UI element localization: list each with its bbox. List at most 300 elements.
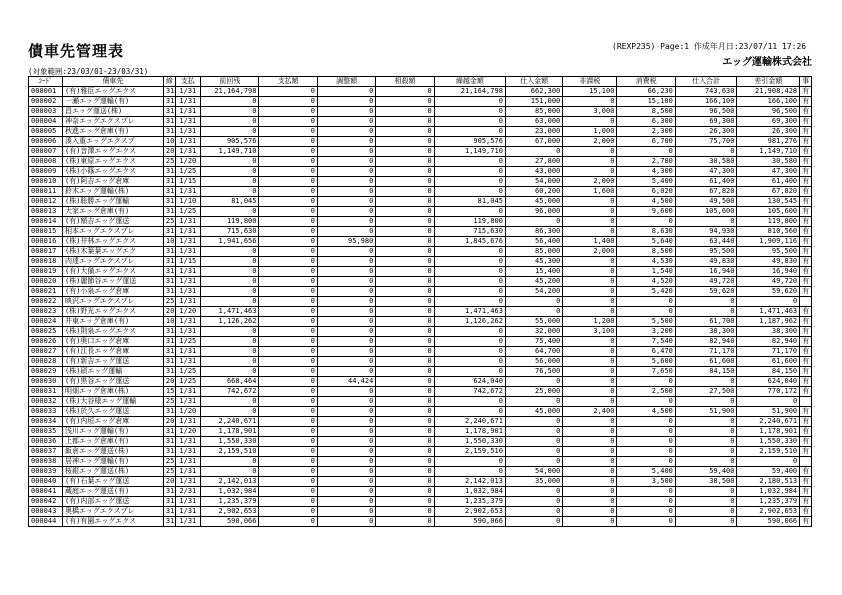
table-cell: 71,170 — [675, 347, 737, 357]
table-cell: 25 — [163, 157, 175, 167]
table-cell: 0 — [563, 147, 617, 157]
table-cell: 1/31 — [175, 247, 200, 257]
table-cell: 000043 — [29, 507, 63, 517]
table-cell: 49,500 — [675, 197, 737, 207]
table-cell: 0 — [434, 277, 505, 287]
table-row — [29, 257, 812, 267]
table-cell: 59,400 — [737, 467, 800, 477]
table-cell: 一瀬エッグ運輸(有) — [62, 97, 163, 107]
table-cell: 7,540 — [617, 337, 675, 347]
table-cell: 有 — [800, 157, 812, 167]
table-cell: 1,178,901 — [201, 427, 259, 437]
table-cell: 0 — [317, 137, 375, 147]
table-cell: 981,276 — [737, 137, 800, 147]
table-cell: 000003 — [29, 107, 63, 117]
table-cell: 000042 — [29, 497, 63, 507]
table-cell: 000038 — [29, 457, 63, 467]
table-cell: 20 — [163, 147, 175, 157]
table-cell: 85,000 — [505, 107, 562, 117]
table-cell: 0 — [617, 457, 675, 467]
table-cell: 151,000 — [505, 97, 562, 107]
table-cell: 0 — [376, 317, 434, 327]
table-cell: 000027 — [29, 347, 63, 357]
table-cell: 0 — [434, 327, 505, 337]
table-cell: 25 — [163, 217, 175, 227]
table-cell: 1,550,330 — [737, 437, 800, 447]
table-cell: 0 — [201, 127, 259, 137]
table-cell: 0 — [563, 497, 617, 507]
table-cell: 0 — [317, 217, 375, 227]
table-cell: 有 — [800, 237, 812, 247]
table-cell: 0 — [376, 287, 434, 297]
table-cell: 0 — [259, 277, 317, 287]
table-cell: 000002 — [29, 97, 63, 107]
table-cell: 0 — [259, 507, 317, 517]
table-cell: 61,600 — [737, 357, 800, 367]
table-cell: 000001 — [29, 87, 63, 97]
date-range: (対象範囲:23/03/01-23/03/31) — [28, 67, 149, 76]
table-cell: 31 — [163, 327, 175, 337]
table-cell: 30,580 — [737, 157, 800, 167]
table-cell: 0 — [563, 347, 617, 357]
table-cell: 38,300 — [737, 327, 800, 337]
table-cell: 0 — [259, 97, 317, 107]
table-row — [29, 487, 812, 497]
table-cell: 0 — [259, 187, 317, 197]
table-cell: 81,045 — [201, 197, 259, 207]
table-cell: 0 — [737, 457, 800, 467]
table-cell: 0 — [317, 307, 375, 317]
table-cell: 0 — [376, 207, 434, 217]
table-cell: 85,000 — [505, 247, 562, 257]
table-cell: 明畑エッグ倉庫(株) — [62, 387, 163, 397]
table-cell: 31 — [163, 277, 175, 287]
table-cell: 0 — [563, 427, 617, 437]
table-cell: 67,000 — [505, 137, 562, 147]
table-cell: 1/20 — [175, 157, 200, 167]
table-cell: 1,032,984 — [737, 487, 800, 497]
table-cell: 1/31 — [175, 277, 200, 287]
table-cell: 1/31 — [175, 217, 200, 227]
table-cell: 105,600 — [737, 207, 800, 217]
table-cell: 0 — [376, 457, 434, 467]
table-cell: 0 — [434, 187, 505, 197]
table-cell: 1/31 — [175, 497, 200, 507]
table-cell: 5,400 — [617, 177, 675, 187]
table-cell: 0 — [317, 117, 375, 127]
table-cell: 27,500 — [675, 387, 737, 397]
table-cell: 0 — [563, 197, 617, 207]
table-cell: 0 — [259, 437, 317, 447]
table-cell: 0 — [617, 377, 675, 387]
table-cell: 49,720 — [737, 277, 800, 287]
table-cell: 0 — [259, 307, 317, 317]
table-cell: 31 — [163, 497, 175, 507]
table-cell: 905,576 — [201, 137, 259, 147]
table-cell: 0 — [563, 487, 617, 497]
table-row — [29, 467, 812, 477]
table-cell: 000012 — [29, 197, 63, 207]
table-cell: 1,235,379 — [737, 497, 800, 507]
table-cell: 76,500 — [505, 367, 562, 377]
table-cell: 000017 — [29, 247, 63, 257]
table-cell: (株)井林エッグエクス — [62, 237, 163, 247]
table-row — [29, 387, 812, 397]
table-cell: 0 — [675, 507, 737, 517]
table-cell: 31 — [163, 347, 175, 357]
table-cell: 55,000 — [505, 317, 562, 327]
column-header: 仕入金額 — [505, 77, 562, 87]
table-cell: 0 — [434, 107, 505, 117]
table-cell: 0 — [201, 347, 259, 357]
table-cell: (有)大備エッグエクス — [62, 267, 163, 277]
table-cell: 25,000 — [505, 387, 562, 397]
table-cell: 有 — [800, 427, 812, 437]
table-cell: 0 — [376, 107, 434, 117]
table-cell: 5,600 — [617, 357, 675, 367]
table-cell: 1,178,901 — [434, 427, 505, 437]
table-cell: 59,620 — [675, 287, 737, 297]
table-cell: 45,000 — [505, 407, 562, 417]
table-cell: 0 — [563, 157, 617, 167]
table-cell: 0 — [259, 147, 317, 157]
table-cell: 0 — [317, 347, 375, 357]
table-cell: 000024 — [29, 317, 63, 327]
table-cell: 0 — [201, 257, 259, 267]
table-row — [29, 457, 812, 467]
table-cell: (株)則泉エッグエクス — [62, 327, 163, 337]
table-cell: 61,700 — [675, 317, 737, 327]
table-cell: 0 — [434, 337, 505, 347]
report-meta: (REXP235) Page:1 作成年月日:23/07/11 17:26 — [612, 42, 807, 51]
table-row — [29, 307, 812, 317]
table-cell: 有 — [800, 347, 812, 357]
table-cell: 31 — [163, 337, 175, 347]
table-cell: 0 — [434, 247, 505, 257]
table-cell: 井東エッグ倉庫(有) — [62, 317, 163, 327]
table-cell: 居神エッグ運輸(有) — [62, 457, 163, 467]
table-cell: 0 — [563, 387, 617, 397]
table-cell: 0 — [259, 517, 317, 527]
table-cell: 0 — [434, 367, 505, 377]
table-cell: 0 — [563, 217, 617, 227]
table-cell: 0 — [259, 337, 317, 347]
table-cell: 31 — [163, 247, 175, 257]
table-cell: 590,066 — [201, 517, 259, 527]
column-header: 調整額 — [317, 77, 375, 87]
table-cell: 0 — [317, 447, 375, 457]
table-cell: 1/31 — [175, 107, 200, 117]
table-cell: 1,149,710 — [201, 147, 259, 157]
table-cell: 有 — [800, 497, 812, 507]
table-row — [29, 267, 812, 277]
table-cell: 0 — [201, 467, 259, 477]
table-cell: 1/31 — [175, 517, 200, 527]
table-cell: 1,471,463 — [201, 307, 259, 317]
table-cell: 000034 — [29, 417, 63, 427]
table-cell: 905,576 — [434, 137, 505, 147]
table-cell: 0 — [317, 87, 375, 97]
table-cell: 0 — [201, 267, 259, 277]
table-cell: 15,400 — [505, 267, 562, 277]
table-cell: 0 — [317, 387, 375, 397]
table-cell: 0 — [376, 167, 434, 177]
table-cell: 20 — [163, 377, 175, 387]
table-cell: 湊入重エッグエクスプ — [62, 137, 163, 147]
table-cell: 0 — [617, 397, 675, 407]
table-cell: 000007 — [29, 147, 63, 157]
table-cell: 60,200 — [505, 187, 562, 197]
table-cell: 45,200 — [505, 277, 562, 287]
table-cell: 飯倉エッグ運送(株) — [62, 447, 163, 457]
table-cell: 32,000 — [505, 327, 562, 337]
table-cell: 49,830 — [675, 257, 737, 267]
table-cell: 0 — [259, 347, 317, 357]
table-cell: 63,440 — [675, 237, 737, 247]
table-cell: 0 — [434, 97, 505, 107]
table-row — [29, 227, 812, 237]
table-cell: 61,600 — [675, 357, 737, 367]
table-cell: 0 — [376, 267, 434, 277]
table-cell: 0 — [317, 487, 375, 497]
table-cell — [800, 297, 812, 307]
table-cell: 有 — [800, 267, 812, 277]
table-cell: 1,200 — [563, 317, 617, 327]
table-cell: 1/25 — [175, 167, 200, 177]
table-cell: 0 — [505, 397, 562, 407]
table-cell: 0 — [376, 427, 434, 437]
table-cell: 0 — [563, 117, 617, 127]
table-cell: 0 — [259, 497, 317, 507]
table-cell: 0 — [201, 207, 259, 217]
table-cell: 1/31 — [175, 287, 200, 297]
table-cell: 神奈エッグエクスプレ — [62, 117, 163, 127]
table-cell: 0 — [259, 447, 317, 457]
table-cell: 0 — [376, 487, 434, 497]
table-row — [29, 447, 812, 457]
table-cell: 000037 — [29, 447, 63, 457]
table-cell: 43,000 — [505, 167, 562, 177]
table-cell: 0 — [376, 157, 434, 167]
table-row — [29, 277, 812, 287]
table-cell: 3,100 — [563, 327, 617, 337]
table-row — [29, 157, 812, 167]
table-cell: (株)碩エッグ運輸 — [62, 367, 163, 377]
table-cell: (株)木葉葉エッグエク — [62, 247, 163, 257]
table-cell: 0 — [259, 87, 317, 97]
table-cell: 54,000 — [505, 467, 562, 477]
table-cell: 0 — [563, 417, 617, 427]
table-cell: 000015 — [29, 227, 63, 237]
table-cell: 4,300 — [617, 167, 675, 177]
table-cell: 20 — [163, 477, 175, 487]
table-cell: 0 — [259, 107, 317, 117]
table-cell: 0 — [201, 177, 259, 187]
table-row — [29, 87, 812, 97]
table-cell: 0 — [317, 267, 375, 277]
table-cell: 1,126,262 — [434, 317, 505, 327]
column-header: 非課税 — [563, 77, 617, 87]
table-cell: 0 — [259, 377, 317, 387]
table-cell: 0 — [201, 397, 259, 407]
table-cell: 742,672 — [434, 387, 505, 397]
table-cell: 0 — [376, 87, 434, 97]
table-cell: 119,800 — [434, 217, 505, 227]
table-row — [29, 137, 812, 147]
table-cell: 0 — [376, 307, 434, 317]
table-cell: 奥橋エッグエクスプレ — [62, 507, 163, 517]
table-cell: 0 — [317, 337, 375, 347]
table-cell: 000005 — [29, 127, 63, 137]
table-cell: 0 — [317, 147, 375, 157]
table-cell: 有 — [800, 107, 812, 117]
table-cell: 0 — [317, 327, 375, 337]
table-cell: 31 — [163, 407, 175, 417]
table-cell: 0 — [563, 257, 617, 267]
table-cell: 有 — [800, 357, 812, 367]
table-cell: 0 — [259, 197, 317, 207]
table-cell: 0 — [563, 267, 617, 277]
table-cell: 000028 — [29, 357, 63, 367]
table-cell: 0 — [675, 427, 737, 437]
table-row — [29, 297, 812, 307]
table-cell: 61,400 — [737, 177, 800, 187]
table-row — [29, 517, 812, 527]
table-cell: (有)内垣エッグ倉庫 — [62, 417, 163, 427]
table-row — [29, 207, 812, 217]
table-cell: 59,400 — [675, 467, 737, 477]
table-cell: 3,200 — [617, 327, 675, 337]
table-cell: 0 — [675, 217, 737, 227]
table-cell: 0 — [259, 157, 317, 167]
table-cell: 0 — [675, 497, 737, 507]
table-cell: 1,600 — [563, 187, 617, 197]
table-cell: 0 — [505, 147, 562, 157]
table-cell: (株)東原エッグエクス — [62, 157, 163, 167]
table-cell: 2,240,671 — [201, 417, 259, 427]
table-cell: 0 — [259, 417, 317, 427]
table-cell: 0 — [617, 507, 675, 517]
table-cell: 000022 — [29, 297, 63, 307]
table-cell: 95,980 — [317, 237, 375, 247]
table-cell: 1/31 — [175, 467, 200, 477]
table-cell: 0 — [563, 357, 617, 367]
table-row — [29, 357, 812, 367]
table-cell: 71,170 — [737, 347, 800, 357]
table-cell: 25 — [163, 467, 175, 477]
table-cell: 0 — [434, 157, 505, 167]
table-cell: 0 — [434, 357, 505, 367]
table-cell: 0 — [563, 207, 617, 217]
table-cell: 7,650 — [617, 367, 675, 377]
table-cell: 2,240,671 — [737, 417, 800, 427]
table-cell: 1/31 — [175, 227, 200, 237]
table-cell: 0 — [434, 127, 505, 137]
table-cell: (株)於久エッグ運送 — [62, 407, 163, 417]
table-cell: 0 — [376, 127, 434, 137]
table-cell: 1,471,463 — [737, 307, 800, 317]
table-cell: 0 — [376, 447, 434, 457]
table-cell: 000039 — [29, 467, 63, 477]
table-row — [29, 337, 812, 347]
table-cell: 1,845,676 — [434, 237, 505, 247]
table-cell: 1/31 — [175, 137, 200, 147]
table-cell: 0 — [675, 517, 737, 527]
table-cell: 0 — [259, 127, 317, 137]
table-cell: 75,700 — [675, 137, 737, 147]
table-cell: 0 — [317, 177, 375, 187]
table-cell: 0 — [434, 117, 505, 127]
table-cell: 67,820 — [675, 187, 737, 197]
table-cell: 0 — [317, 477, 375, 487]
table-cell: 0 — [434, 167, 505, 177]
table-cell: 0 — [737, 297, 800, 307]
table-cell: 21,164,798 — [434, 87, 505, 97]
table-cell: 有 — [800, 87, 812, 97]
table-cell: 有 — [800, 487, 812, 497]
table-cell: 0 — [259, 227, 317, 237]
table-row — [29, 377, 812, 387]
table-cell: 1/31 — [175, 267, 200, 277]
table-cell: 31 — [163, 187, 175, 197]
table-cell: 0 — [317, 207, 375, 217]
table-cell: 0 — [675, 297, 737, 307]
table-cell: 000020 — [29, 277, 63, 287]
table-cell: 0 — [617, 417, 675, 427]
table-cell: 0 — [201, 167, 259, 177]
table-cell: 0 — [201, 187, 259, 197]
table-cell: 0 — [505, 437, 562, 447]
table-cell: 0 — [201, 337, 259, 347]
table-cell: 0 — [317, 467, 375, 477]
table-cell: 0 — [505, 457, 562, 467]
column-header: 仕入合計 — [675, 77, 737, 87]
table-cell: 浅川エッグ運輸(有) — [62, 427, 163, 437]
table-cell: 31 — [163, 267, 175, 277]
table-cell: 0 — [434, 207, 505, 217]
table-cell: 有 — [800, 197, 812, 207]
table-cell: 0 — [617, 427, 675, 437]
table-cell: 有 — [800, 147, 812, 157]
table-cell: 21,908,428 — [737, 87, 800, 97]
table-cell: 000041 — [29, 487, 63, 497]
table-cell: 0 — [376, 117, 434, 127]
table-cell: 25 — [163, 397, 175, 407]
table-cell: 有 — [800, 477, 812, 487]
table-cell: 0 — [675, 307, 737, 317]
table-cell: 000025 — [29, 327, 63, 337]
table-cell: 2,780 — [617, 157, 675, 167]
table-cell: 有 — [800, 227, 812, 237]
table-cell: (有)黒谷エッグ運送 — [62, 377, 163, 387]
table-cell: 662,300 — [505, 87, 562, 97]
table-cell: 590,066 — [434, 517, 505, 527]
table-cell: 0 — [201, 407, 259, 417]
table-cell: 0 — [376, 187, 434, 197]
table-cell: 0 — [201, 327, 259, 337]
table-cell: 0 — [563, 397, 617, 407]
table-cell: 有 — [800, 407, 812, 417]
table-cell: 31 — [163, 437, 175, 447]
table-cell: (株)野光エッグエクス — [62, 307, 163, 317]
table-cell: 0 — [259, 327, 317, 337]
table-cell: 5,420 — [617, 287, 675, 297]
table-cell: 0 — [376, 377, 434, 387]
table-cell: 大家エッグ倉庫(有) — [62, 207, 163, 217]
table-cell: 1/31 — [175, 357, 200, 367]
table-row — [29, 127, 812, 137]
table-cell: 0 — [259, 367, 317, 377]
